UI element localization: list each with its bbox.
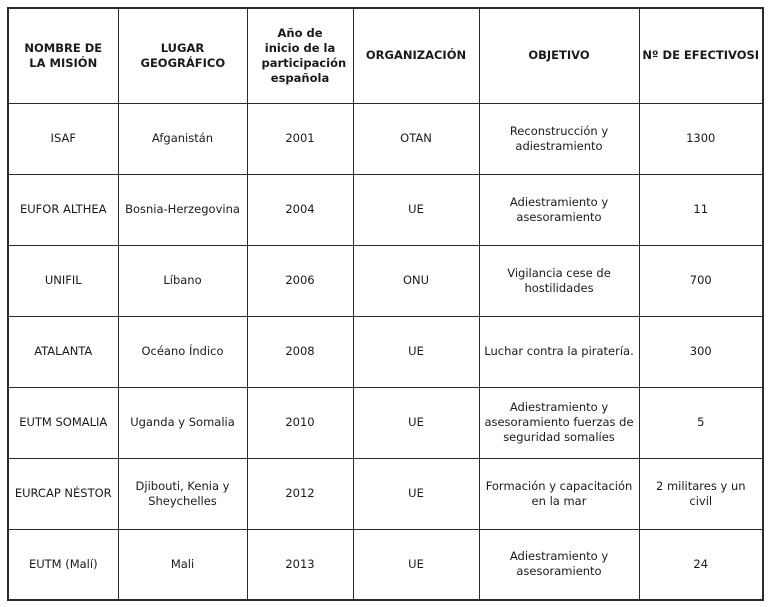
cell-objective: Adiestramiento y asesoramiento — [479, 529, 639, 600]
cell-organization: UE — [353, 458, 479, 529]
cell-objective: Vigilancia cese de hostilidades — [479, 245, 639, 316]
cell-objective: Formación y capacitación en la mar — [479, 458, 639, 529]
cell-location: Afganistán — [118, 103, 247, 174]
cell-objective: Luchar contra la piratería. — [479, 316, 639, 387]
cell-objective: Adiestramiento y asesoramiento fuerzas de seguridad somalíes — [479, 387, 639, 458]
cell-troops: 11 — [639, 174, 763, 245]
missions-table — [7, 7, 764, 601]
cell-mission-name: ISAF — [8, 103, 118, 174]
header-location: LUGAR GEOGRÁFICO — [118, 8, 247, 103]
missions-table-container — [7, 7, 764, 601]
cell-start-year: 2010 — [247, 387, 353, 458]
header-start-year: Año de inicio de la participación española — [247, 8, 353, 103]
cell-troops: 24 — [639, 529, 763, 600]
table-row — [8, 387, 763, 458]
table-row — [8, 103, 763, 174]
cell-organization: OTAN — [353, 103, 479, 174]
cell-start-year: 2004 — [247, 174, 353, 245]
cell-troops: 300 — [639, 316, 763, 387]
cell-organization: UE — [353, 316, 479, 387]
cell-organization: UE — [353, 174, 479, 245]
cell-objective: Reconstrucción y adiestramiento — [479, 103, 639, 174]
cell-mission-name: EUFOR ALTHEA — [8, 174, 118, 245]
cell-mission-name: EUTM (Malí) — [8, 529, 118, 600]
cell-start-year: 2012 — [247, 458, 353, 529]
cell-troops: 1300 — [639, 103, 763, 174]
header-objective: OBJETIVO — [479, 8, 639, 103]
cell-objective: Adiestramiento y asesoramiento — [479, 174, 639, 245]
cell-troops: 700 — [639, 245, 763, 316]
cell-location: Bosnia-Herzegovina — [118, 174, 247, 245]
cell-location: Océano Índico — [118, 316, 247, 387]
header-mission-name: NOMBRE DE LA MISIÓN — [8, 8, 118, 103]
table-row — [8, 245, 763, 316]
header-troops: Nº DE EFECTIVOSI — [639, 8, 763, 103]
header-organization: ORGANIZACIÓN — [353, 8, 479, 103]
cell-start-year: 2006 — [247, 245, 353, 316]
table-row — [8, 174, 763, 245]
cell-troops: 2 militares y un civil — [639, 458, 763, 529]
cell-mission-name: EUTM SOMALIA — [8, 387, 118, 458]
table-row — [8, 529, 763, 600]
cell-start-year: 2001 — [247, 103, 353, 174]
cell-location: Uganda y Somalia — [118, 387, 247, 458]
cell-mission-name: ATALANTA — [8, 316, 118, 387]
cell-location: Líbano — [118, 245, 247, 316]
cell-location: Djibouti, Kenia y Sheychelles — [118, 458, 247, 529]
cell-organization: UE — [353, 387, 479, 458]
cell-mission-name: UNIFIL — [8, 245, 118, 316]
cell-start-year: 2008 — [247, 316, 353, 387]
cell-organization: UE — [353, 529, 479, 600]
table-header-row — [8, 8, 763, 103]
cell-organization: ONU — [353, 245, 479, 316]
cell-troops: 5 — [639, 387, 763, 458]
cell-mission-name: EURCAP NÉSTOR — [8, 458, 118, 529]
cell-start-year: 2013 — [247, 529, 353, 600]
table-row — [8, 458, 763, 529]
table-row — [8, 316, 763, 387]
cell-location: Mali — [118, 529, 247, 600]
